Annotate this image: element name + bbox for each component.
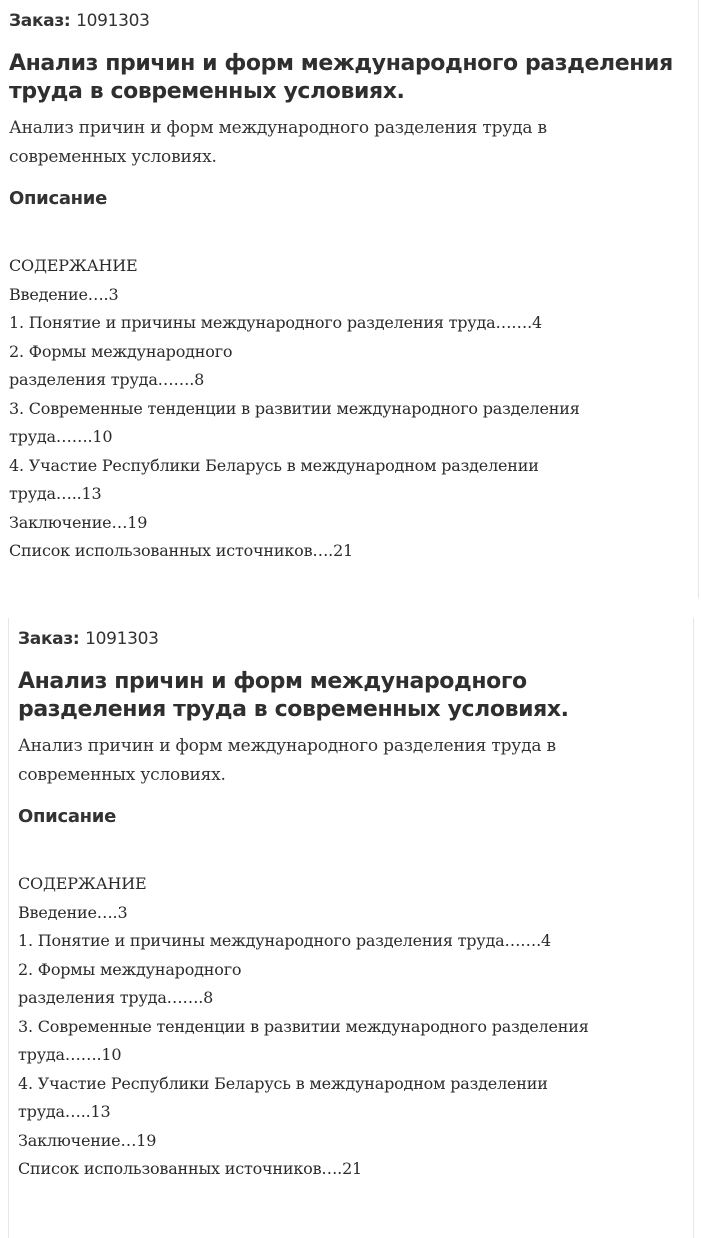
toc-heading: СОДЕРЖАНИЕ <box>9 256 138 275</box>
table-of-contents <box>18 870 693 1184</box>
toc-line: Список использованных источников….21 <box>18 1159 363 1178</box>
toc-line: 4. Участие Республики Беларусь в международном разделении <box>18 1073 548 1093</box>
toc-line: 4. Участие Республики Беларусь в международном разделении <box>9 455 539 475</box>
toc-line: труда…….10 <box>18 1045 122 1064</box>
toc-line: 1. Понятие и причины международного разделения труда…….4 <box>18 931 551 950</box>
toc-line: Список использованных источников….21 <box>9 541 354 560</box>
description-heading: Описание <box>9 188 108 209</box>
order-card-2 <box>8 618 694 1238</box>
toc-line: разделения труда…….8 <box>9 370 205 389</box>
toc-line: разделения труда…….8 <box>18 988 214 1007</box>
toc-heading: СОДЕРЖАНИЕ <box>18 874 147 893</box>
order-number-line <box>18 626 693 652</box>
work-title: Анализ причин и форм международного разделения труда в современных условиях. <box>9 51 673 104</box>
order-number-line <box>9 8 698 34</box>
toc-line: труда…….10 <box>9 427 113 446</box>
toc-line: Заключение…19 <box>9 512 148 532</box>
toc-line: 2. Формы международного <box>18 959 242 979</box>
toc-line: Введение….3 <box>9 284 119 304</box>
toc-line: труда…..13 <box>9 484 102 503</box>
toc-line: 3. Современные тенденции в развитии международного разделения <box>9 398 580 418</box>
toc-line: труда…..13 <box>18 1102 111 1121</box>
order-card-1 <box>0 0 699 598</box>
toc-line: Заключение…19 <box>18 1130 157 1150</box>
toc-line: 1. Понятие и причины международного разделения труда…….4 <box>9 313 542 332</box>
toc-line: 2. Формы международного <box>9 341 233 361</box>
description-heading: Описание <box>18 806 117 827</box>
order-number: 1091303 <box>76 11 150 31</box>
work-title: Анализ причин и форм международного разделения труда в современных условиях. <box>18 669 569 722</box>
toc-line: 3. Современные тенденции в развитии международного разделения <box>18 1016 589 1036</box>
work-subtitle: Анализ причин и форм международного разделения труда в современных условиях. <box>9 118 547 167</box>
table-of-contents <box>9 252 698 566</box>
order-label: Заказ: <box>9 11 71 31</box>
work-subtitle: Анализ причин и форм международного разделения труда в современных условиях. <box>18 736 556 785</box>
toc-line: Введение….3 <box>18 902 128 922</box>
order-number: 1091303 <box>85 629 159 649</box>
order-label: Заказ: <box>18 629 80 649</box>
